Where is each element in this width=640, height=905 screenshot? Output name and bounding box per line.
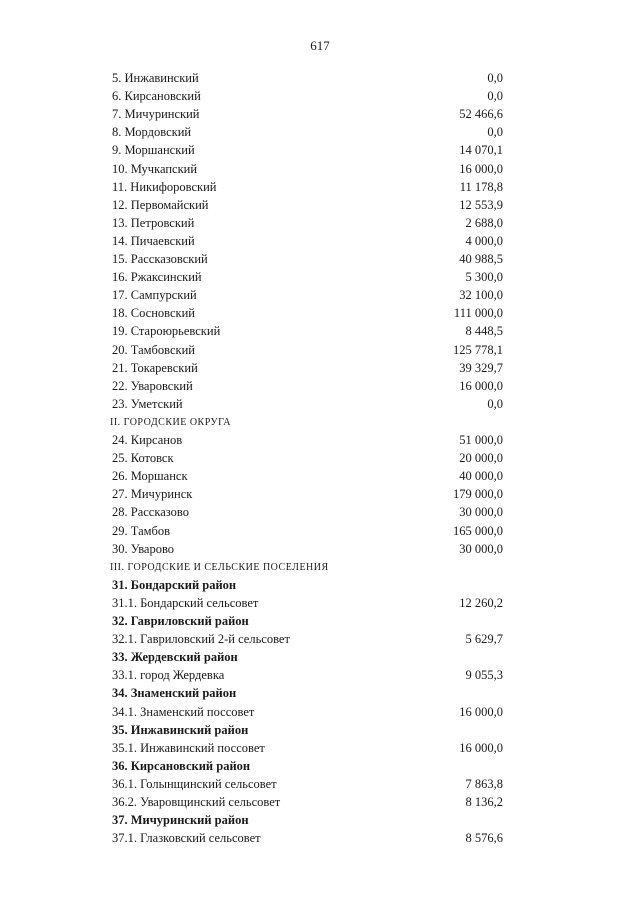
row-name: II. ГОРОДСКИЕ ОКРУГА xyxy=(110,416,232,428)
row-name: 24. Кирсанов xyxy=(112,433,183,447)
row-name: 6. Кирсановский xyxy=(112,89,201,104)
row-value: 0,0 xyxy=(487,396,503,411)
table-row xyxy=(0,378,640,395)
table-row xyxy=(0,667,640,684)
table-row xyxy=(0,541,640,558)
district-heading xyxy=(0,758,640,775)
row-name: 32.1. Гавриловский 2-й сельсовет xyxy=(112,632,290,647)
row-value: 5 300,0 xyxy=(465,270,503,285)
row-name: 11. Никифоровский xyxy=(112,179,217,194)
table-row xyxy=(0,396,640,413)
row-value: 14 070,1 xyxy=(459,143,503,158)
table-row xyxy=(0,124,640,141)
table-row xyxy=(0,450,640,467)
row-name: 17. Сампурский xyxy=(112,288,197,303)
table-row xyxy=(0,342,640,359)
row-name: 27. Мичуринск xyxy=(112,487,193,502)
row-name: 32. Гавриловский район xyxy=(112,614,249,628)
table-row xyxy=(0,233,640,250)
table-row xyxy=(0,215,640,232)
table-row xyxy=(0,88,640,105)
table-row xyxy=(0,106,640,123)
row-name: 28. Рассказово xyxy=(112,505,189,520)
row-value: 8 448,5 xyxy=(465,324,503,339)
row-value: 9 055,3 xyxy=(465,668,503,683)
district-heading xyxy=(0,685,640,702)
row-name: 25. Котовск xyxy=(112,451,174,466)
row-name: 37.1. Глазковский сельсовет xyxy=(112,831,261,846)
table-row xyxy=(0,142,640,159)
row-name: 29. Тамбов xyxy=(112,523,171,538)
row-value: 7 863,8 xyxy=(465,776,503,791)
table-row xyxy=(0,504,640,521)
page-number: 617 xyxy=(310,38,330,53)
table-row xyxy=(0,251,640,268)
row-name: 5. Инжавинский xyxy=(112,71,199,85)
row-name: 18. Сосновский xyxy=(112,306,195,321)
row-name: 36. Кирсановский район xyxy=(112,758,251,773)
row-value: 40 988,5 xyxy=(459,252,503,266)
table-row xyxy=(0,432,640,449)
row-value: 16 000,0 xyxy=(459,740,503,755)
row-value: 39 329,7 xyxy=(459,360,503,375)
table-row xyxy=(0,740,640,757)
row-name: 16. Ржаксинский xyxy=(112,270,202,285)
row-name: 9. Моршанский xyxy=(112,143,195,158)
row-value: 11 178,8 xyxy=(459,179,503,194)
row-value: 12 553,9 xyxy=(459,197,503,212)
row-value: 16 000,0 xyxy=(459,378,503,393)
row-value: 20 000,0 xyxy=(459,451,503,466)
row-name: 13. Петровский xyxy=(112,215,195,230)
row-value: 30 000,0 xyxy=(459,541,503,556)
row-name: III. ГОРОДСКИЕ И СЕЛЬСКИЕ ПОСЕЛЕНИЯ xyxy=(110,561,329,573)
row-name: 34.1. Знаменский поссовет xyxy=(112,704,255,719)
row-name: 14. Пичаевский xyxy=(112,233,195,248)
row-value: 30 000,0 xyxy=(459,505,503,520)
section-heading xyxy=(0,559,640,576)
row-name: 30. Уварово xyxy=(112,541,175,556)
table-row xyxy=(0,631,640,648)
row-value: 16 000,0 xyxy=(459,704,503,719)
row-value: 165 000,0 xyxy=(453,523,503,538)
row-name: 33. Жердевский район xyxy=(112,650,238,665)
table-row xyxy=(0,323,640,340)
row-name: 8. Мордовский xyxy=(112,125,192,140)
row-value: 8 576,6 xyxy=(465,831,503,846)
row-name: 37. Мичуринский район xyxy=(112,813,249,828)
row-value: 40 000,0 xyxy=(459,469,503,484)
district-heading xyxy=(0,812,640,829)
row-name: 22. Уваровский xyxy=(112,378,193,393)
row-name: 10. Мучкапский xyxy=(112,161,198,176)
table-row xyxy=(0,197,640,214)
row-value: 111 000,0 xyxy=(453,306,503,321)
row-value: 0,0 xyxy=(487,125,503,140)
district-heading xyxy=(0,613,640,630)
row-value: 12 260,2 xyxy=(459,595,503,610)
row-name: 15. Рассказовский xyxy=(112,252,208,266)
row-name: 7. Мичуринский xyxy=(112,107,200,122)
row-name: 23. Уметский xyxy=(112,396,183,411)
table-row xyxy=(0,794,640,811)
row-name: 36.1. Голынщинский сельсовет xyxy=(112,776,277,791)
row-name: 33.1. город Жердевка xyxy=(112,668,225,683)
row-value: 4 000,0 xyxy=(465,233,503,248)
table-row xyxy=(0,830,640,847)
table-row xyxy=(0,523,640,540)
district-heading xyxy=(0,577,640,594)
district-heading xyxy=(0,649,640,666)
table-row xyxy=(0,70,640,87)
section-heading xyxy=(0,414,640,431)
row-value: 5 629,7 xyxy=(465,632,503,647)
row-value: 2 688,0 xyxy=(465,215,503,230)
table-row xyxy=(0,704,640,721)
district-heading xyxy=(0,722,640,739)
row-name: 12. Первомайский xyxy=(112,197,209,212)
table-row xyxy=(0,468,640,485)
row-value: 179 000,0 xyxy=(453,487,503,502)
table-row xyxy=(0,287,640,304)
row-name: 35. Инжавинский район xyxy=(112,722,249,737)
table-row xyxy=(0,486,640,503)
table-row xyxy=(0,269,640,286)
table-row xyxy=(0,305,640,322)
row-name: 26. Моршанск xyxy=(112,469,188,484)
row-name: 20. Тамбовский xyxy=(112,342,195,357)
row-value: 8 136,2 xyxy=(465,795,503,809)
row-value: 51 000,0 xyxy=(459,433,503,447)
row-name: 19. Староюрьевский xyxy=(112,324,221,339)
table-row xyxy=(0,179,640,196)
row-value: 0,0 xyxy=(487,89,503,104)
row-value: 125 778,1 xyxy=(453,342,503,357)
table-row xyxy=(0,360,640,377)
row-name: 35.1. Инжавинский поссовет xyxy=(112,740,265,755)
row-name: 36.2. Уваровщинский сельсовет xyxy=(112,795,281,809)
row-value: 0,0 xyxy=(487,71,503,85)
row-name: 21. Токаревский xyxy=(112,360,198,375)
row-name: 31. Бондарский район xyxy=(112,577,237,592)
table-row xyxy=(0,776,640,793)
row-value: 16 000,0 xyxy=(459,161,503,176)
row-name: 34. Знаменский район xyxy=(112,686,237,701)
row-value: 32 100,0 xyxy=(459,288,503,303)
table-row xyxy=(0,161,640,178)
row-value: 52 466,6 xyxy=(459,107,503,122)
row-name: 31.1. Бондарский сельсовет xyxy=(112,595,259,610)
table-row xyxy=(0,595,640,612)
